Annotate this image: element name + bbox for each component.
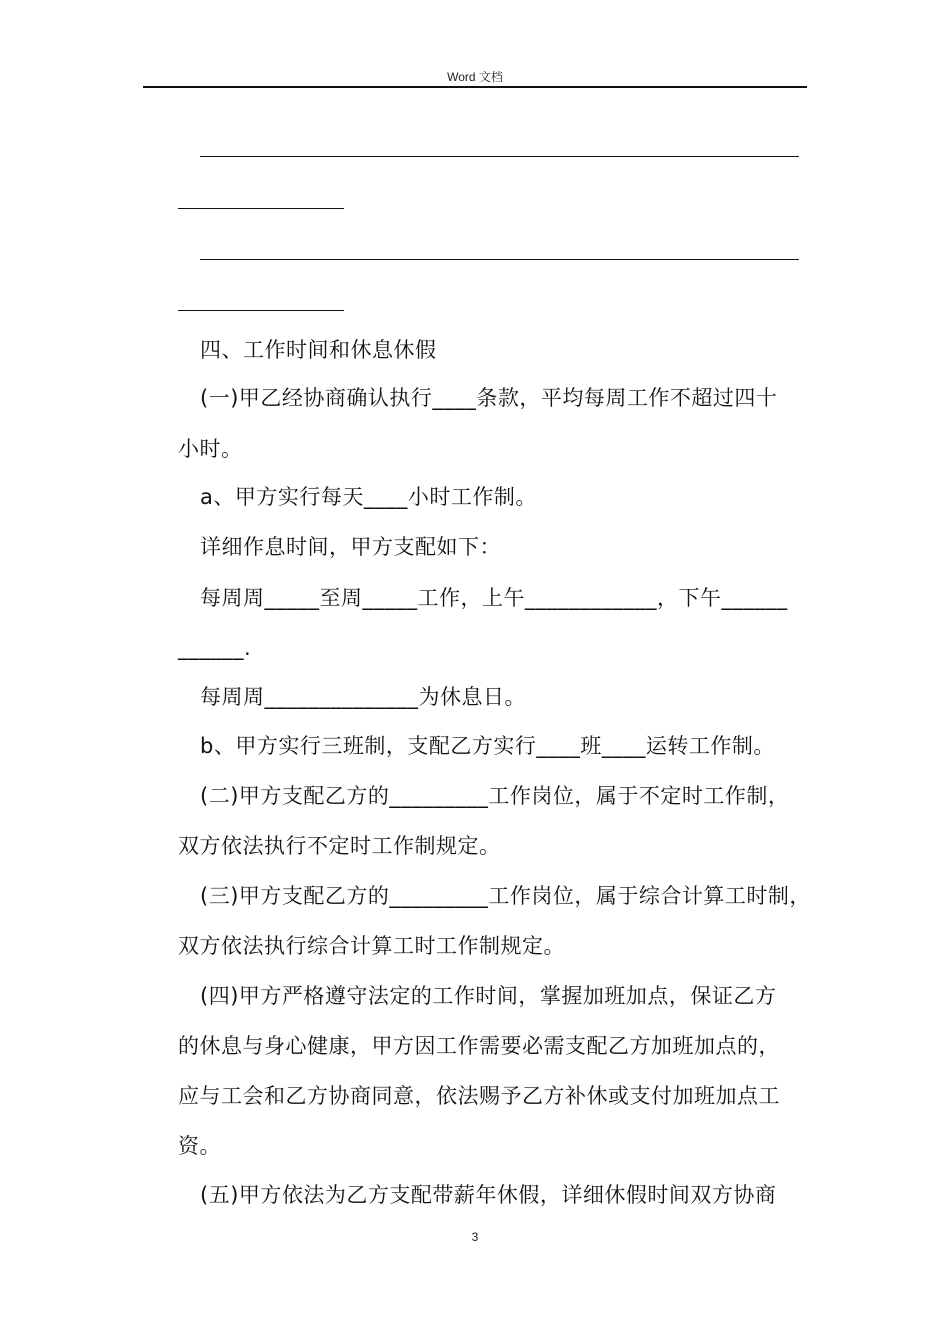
paragraph-schedule: 详细作息时间，甲方支配如下：: [200, 535, 501, 559]
paragraph-b: b、甲方实行三班制，支配乙方实行____班____运转工作制。: [200, 734, 775, 758]
paragraph-a: a、甲方实行每天____小时工作制。: [200, 485, 537, 509]
paragraph-4-line: 资。: [178, 1134, 221, 1158]
section-heading: 四、工作时间和休息休假: [200, 338, 437, 362]
paragraph-week-line: 每周周_____至周_____工作，上午____________，下午______: [200, 586, 788, 610]
paragraph-2-line: 双方依法执行不定时工作制规定。: [178, 834, 501, 858]
page-number: 3: [471, 1230, 479, 1244]
paragraph-4-line: (四)甲方严格遵守法定的工作时间，掌握加班加点，保证乙方: [200, 984, 777, 1008]
blank-line: [178, 208, 344, 209]
header-rule: [143, 86, 807, 88]
paragraph-3-line: (三)甲方支配乙方的_________工作岗位，属于综合计算工时制，: [200, 884, 811, 908]
paragraph-5-line: (五)甲方依法为乙方支配带薪年休假，详细休假时间双方协商: [200, 1183, 777, 1207]
blank-line: [178, 310, 344, 311]
paragraph-1-line: 小时。: [178, 437, 243, 461]
blank-line: [200, 156, 799, 157]
paragraph-4-line: 应与工会和乙方协商同意，依法赐予乙方补休或支付加班加点工: [178, 1084, 780, 1108]
page-header: Word 文档: [447, 70, 503, 84]
blank-line: [200, 259, 799, 260]
paragraph-rest: 每周周______________为休息日。: [200, 685, 526, 709]
paragraph-3-line: 双方依法执行综合计算工时工作制规定。: [178, 934, 565, 958]
paragraph-4-line: 的休息与身心健康，甲方因工作需要必需支配乙方加班加点的，: [178, 1034, 780, 1058]
paragraph-week-line: ______.: [178, 636, 252, 660]
paragraph-1-line: (一)甲乙经协商确认执行____条款，平均每周工作不超过四十: [200, 386, 778, 410]
paragraph-2-line: (二)甲方支配乙方的_________工作岗位，属于不定时工作制，: [200, 784, 790, 808]
